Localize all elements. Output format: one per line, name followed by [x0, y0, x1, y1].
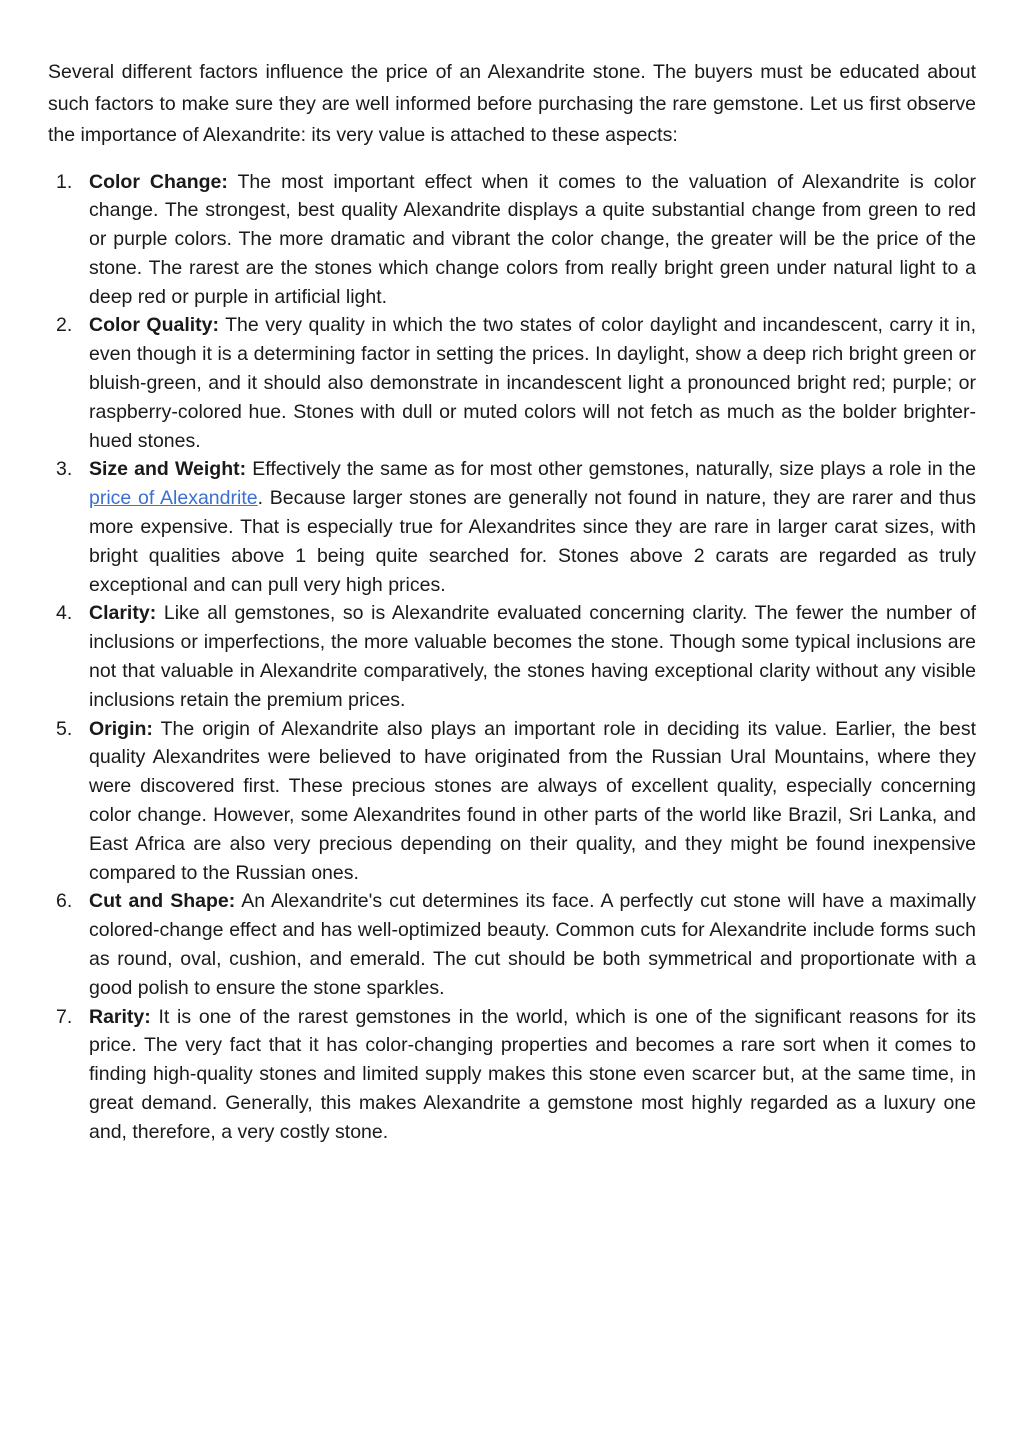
list-number: 7. [56, 1005, 73, 1028]
list-number: 5. [56, 717, 73, 740]
factor-title: Color Quality: [89, 314, 219, 337]
factor-text: The most important effect when it comes to the valuation of Alexandrite is color change. The strongest, best quality Alexandrite displays a quite substantial change from green to red or purple colors. The more dramatic and vibrant the color change, the greater will be the price of the stone. The rarest are the stones which change colors from really bright green under natural light to a deep red or purple in artificial light. [89, 170, 976, 308]
factor-item-color-change [48, 168, 976, 312]
factor-item-size-weight [48, 455, 976, 599]
factor-text-after-link: . Because larger stones are generally not found in nature, they are rarer and thus more expensive. That is especially true for Alexandrites since they are rare in larger carat sizes, with bright qualities above 1 being quite searched for. Stones above 2 carats are regarded as truly exceptional and can pull very high prices. [89, 487, 976, 596]
factor-item-color-quality [48, 311, 976, 455]
list-number: 4. [56, 602, 73, 625]
factor-title: Size and Weight: [89, 458, 247, 481]
intro-paragraph: Several different factors influence the price of an Alexandrite stone. The buyers must be educated about such factors to make sure they are well informed before purchasing the rare gemstone. Let us first observe the importance of Alexandrite: its very value is attached to these aspects: [48, 61, 976, 146]
factor-text: The very quality in which the two states of color daylight and incandescent, carry it in, even though it is a determining factor in setting the prices. In daylight, show a deep rich bright green or bluish-green, and it should also demonstrate in incandescent light a pronounced bright red; purple; or raspberry-colored hue. Stones with dull or muted colors will not fetch as much as the bolder brighter-hued stones. [89, 314, 977, 452]
factor-item-origin [48, 715, 976, 888]
factor-item-rarity [48, 1003, 976, 1147]
factor-item-cut-shape [48, 887, 976, 1002]
list-number: 3. [56, 458, 73, 481]
factor-item-clarity [48, 599, 976, 714]
factor-title: Rarity: [89, 1005, 151, 1028]
factor-title: Color Change: [89, 170, 228, 193]
factor-text: The origin of Alexandrite also plays an important role in deciding its value. Earlier, the best quality Alexandrites were believed to have originated from the Russian Ural Mountains, where they were discovered first. These precious stones are always of excellent quality, especially concerning color change. However, some Alexandrites found in other parts of the world like Brazil, Sri Lanka, and East Africa are also very precious depending on their quality, and they might be found inexpensive compared to the Russian ones. [89, 717, 976, 884]
factor-list [48, 168, 976, 1147]
price-of-alexandrite-link[interactable]: price of Alexandrite [89, 487, 258, 510]
factor-text: An Alexandrite's cut determines its face. A perfectly cut stone will have a maximally colored-change effect and has well-optimized beauty. Common cuts for Alexandrite include forms such as round, oval, cushion, and emerald. The cut should be both symmetrical and proportionate with a good polish to ensure the stone sparkles. [89, 890, 976, 999]
factor-title: Cut and Shape: [89, 890, 236, 913]
factor-text: It is one of the rarest gemstones in the world, which is one of the significant reasons for its price. The very fact that it has color-changing properties and becomes a rare sort when it comes to finding high-quality stones and limited supply makes this stone even scarcer but, at the same time, in great demand. Generally, this makes Alexandrite a gemstone most highly regarded as a luxury one and, therefore, a very costly stone. [89, 1005, 976, 1143]
list-number: 2. [56, 314, 73, 337]
factor-title: Clarity: [89, 602, 157, 625]
list-number: 6. [56, 890, 73, 913]
list-number: 1. [56, 170, 73, 193]
factor-title: Origin: [89, 717, 153, 740]
factor-text-before-link: Effectively the same as for most other gemstones, naturally, size plays a role in the [246, 458, 976, 481]
factor-text: Like all gemstones, so is Alexandrite evaluated concerning clarity. The fewer the number of inclusions or imperfections, the more valuable becomes the stone. Though some typical inclusions are not that valuable in Alexandrite comparatively, the stones having exceptional clarity without any visible inclusions retain the premium prices. [89, 602, 976, 711]
document-body [48, 57, 976, 1147]
